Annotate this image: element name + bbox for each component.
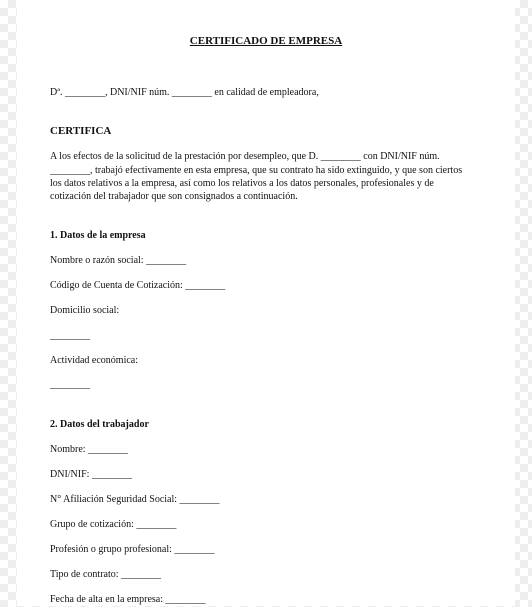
document-page [17, 0, 515, 606]
company-field: ________ [50, 379, 90, 390]
worker-field: N° Afiliación Seguridad Social: ________ [50, 494, 220, 505]
worker-field: DNI/NIF: ________ [50, 469, 132, 480]
section-heading-worker: 2. Datos del trabajador [50, 419, 149, 430]
section-heading-company: 1. Datos de la empresa [50, 230, 146, 241]
company-field: Código de Cuenta de Cotización: ________ [50, 280, 226, 291]
company-field: Actividad económica: [50, 355, 139, 366]
worker-field: Nombre: ________ [50, 444, 129, 455]
worker-field: Profesión o grupo profesional: ________ [50, 544, 215, 555]
certifica-heading: CERTIFICA [50, 125, 112, 137]
employer-intro: Dª. ________, DNI/NIF núm. ________ en calidad de empleadora, [50, 87, 319, 98]
body-line: A los efectos de la solicitud de la prestación por desempleo, que D. ________ con DNI/NIF núm. [50, 151, 440, 162]
company-field: Domicilio social: [50, 305, 120, 316]
worker-field: Fecha de alta en la empresa: ________ [50, 594, 206, 605]
document-title: CERTIFICADO DE EMPRESA [189, 35, 343, 47]
company-field: ________ [50, 330, 90, 341]
body-line: ________, trabajó efectivamente en esta empresa, que su contrato ha sido extinguido, y que son ciertos [50, 165, 463, 176]
worker-field: Tipo de contrato: ________ [50, 569, 162, 580]
body-line: cotización del trabajador que son consignados a continuación. [50, 191, 298, 202]
company-field: Nombre o razón social: ________ [50, 255, 187, 266]
worker-field: Grupo de cotización: ________ [50, 519, 177, 530]
body-line: los datos relativos a la empresa, así como los relativos a los datos personales, profesionales y de [50, 178, 434, 189]
